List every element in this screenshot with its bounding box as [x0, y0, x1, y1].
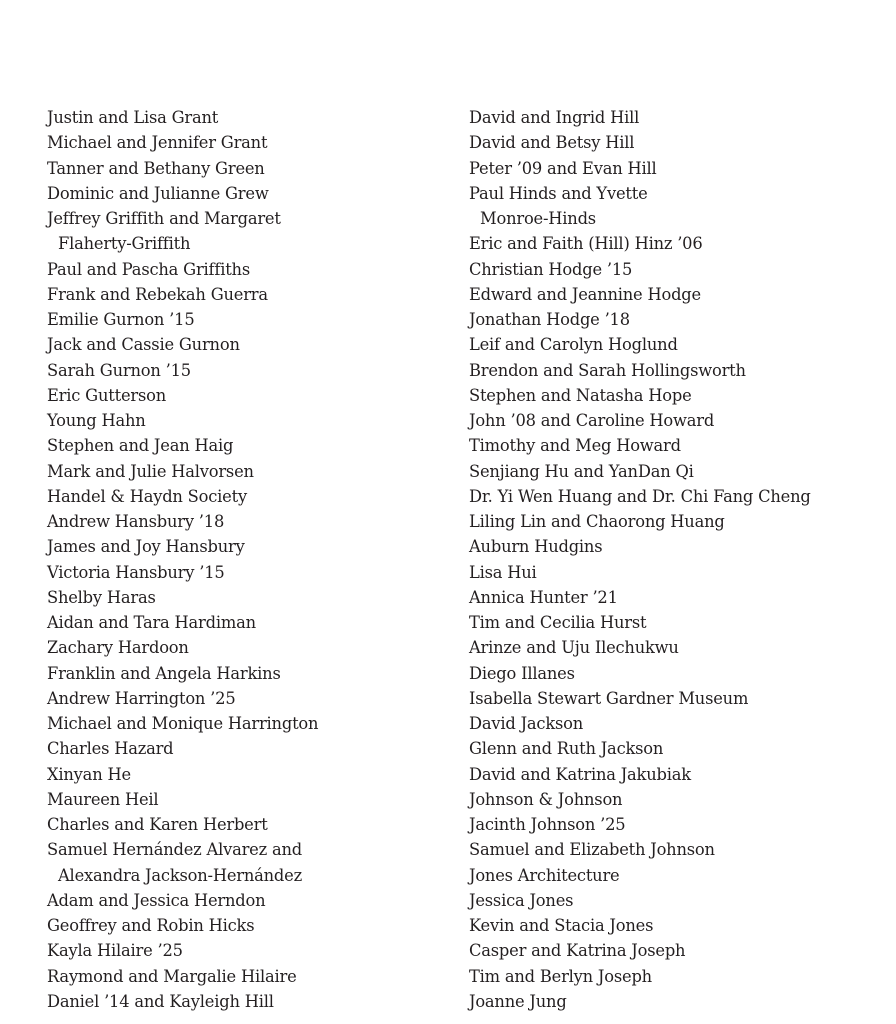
donor-entry: Johnson & Johnson — [469, 789, 623, 809]
donor-entry: Dr. Yi Wen Huang and Dr. Chi Fang Cheng — [469, 486, 811, 506]
donor-column-right — [469, 105, 889, 1014]
donor-entry: David and Katrina Jakubiak — [469, 764, 691, 784]
donor-entry: Arinze and Uju Ilechukwu — [469, 638, 679, 658]
donor-entry: Charles and Karen Herbert — [47, 815, 268, 834]
donor-entry-continuation: Alexandra Jackson-Hernández — [58, 865, 302, 885]
donor-entry: Auburn Hudgins — [469, 537, 603, 557]
donor-entry: Annica Hunter ’21 — [469, 587, 618, 607]
donor-entry: Zachary Hardoon — [47, 638, 189, 658]
donor-entry: Diego Illanes — [469, 663, 575, 683]
donor-entry: Jacinth Johnson ’25 — [469, 815, 626, 834]
donor-entry: Michael and Monique Harrington — [47, 714, 319, 733]
donor-entry: Xinyan He — [47, 764, 131, 784]
donor-entry: Frank and Rebekah Guerra — [47, 284, 268, 304]
donor-entry: Samuel and Elizabeth Johnson — [469, 840, 715, 860]
donor-entry: David and Betsy Hill — [469, 133, 635, 153]
donor-entry: Stephen and Jean Haig — [47, 436, 234, 456]
donor-entry: Franklin and Angela Harkins — [47, 663, 281, 683]
donor-entry: Jones Architecture — [469, 865, 620, 885]
donor-entry: Eric and Faith (Hill) Hinz ’06 — [469, 234, 703, 254]
donor-entry: Christian Hodge ’15 — [469, 259, 633, 279]
donor-entry: Liling Lin and Chaorong Huang — [469, 512, 725, 531]
donor-column-left — [47, 105, 447, 1014]
donor-entry: Leif and Carolyn Hoglund — [469, 335, 678, 355]
donor-entry: Senjiang Hu and YanDan Qi — [469, 461, 694, 481]
donor-entry: Dominic and Julianne Grew — [47, 183, 269, 203]
donor-entry: Jonathan Hodge ’18 — [469, 310, 630, 329]
donor-entry: Tanner and Bethany Green — [47, 158, 265, 178]
donor-entry: Andrew Harrington ’25 — [47, 688, 236, 708]
donor-entry: Stephen and Natasha Hope — [469, 385, 692, 405]
donor-entry: Maureen Heil — [47, 789, 159, 809]
donor-entry: Kayla Hilaire ’25 — [47, 941, 183, 961]
donor-entry: Brendon and Sarah Hollingsworth — [469, 360, 746, 380]
donor-entry: John ’08 and Caroline Howard — [469, 411, 715, 430]
donor-entry: Edward and Jeannine Hodge — [469, 284, 701, 304]
donor-entry-continuation: Flaherty-Griffith — [58, 234, 191, 254]
donor-entry: Andrew Hansbury ’18 — [47, 512, 225, 531]
donor-entry: Paul Hinds and Yvette — [469, 183, 648, 203]
donor-entry: Victoria Hansbury ’15 — [47, 562, 225, 582]
donor-entry-continuation: Monroe-Hinds — [480, 209, 596, 228]
donor-entry: James and Joy Hansbury — [47, 537, 245, 557]
donor-entry: Tim and Cecilia Hurst — [469, 613, 647, 632]
donor-entry: Aidan and Tara Hardiman — [47, 613, 256, 632]
donor-entry: Charles Hazard — [47, 739, 174, 759]
donor-entry: Justin and Lisa Grant — [47, 108, 219, 127]
donor-entry: Glenn and Ruth Jackson — [469, 739, 664, 759]
donor-entry: Peter ’09 and Evan Hill — [469, 158, 657, 178]
donor-entry: Timothy and Meg Howard — [469, 436, 681, 456]
donor-entry: Sarah Gurnon ’15 — [47, 360, 191, 380]
donor-entry: Young Hahn — [47, 411, 146, 430]
donor-entry: Kevin and Stacia Jones — [469, 916, 654, 935]
donor-entry: Mark and Julie Halvorsen — [47, 461, 254, 481]
donor-entry: Jeffrey Griffith and Margaret — [47, 209, 281, 228]
donor-entry: Handel & Haydn Society — [47, 486, 247, 506]
donor-entry: Samuel Hernández Alvarez and — [47, 840, 302, 860]
donor-entry: Joanne Jung — [469, 991, 567, 1011]
donor-entry: Michael and Jennifer Grant — [47, 133, 268, 153]
donor-entry: Eric Gutterson — [47, 385, 167, 405]
donor-entry: Jack and Cassie Gurnon — [47, 335, 240, 355]
donor-entry: Jessica Jones — [469, 890, 574, 910]
donor-entry: Adam and Jessica Herndon — [47, 890, 266, 910]
donor-entry: Daniel ’14 and Kayleigh Hill — [47, 991, 274, 1011]
donor-entry: Raymond and Margalie Hilaire — [47, 966, 297, 986]
donor-entry: Lisa Hui — [469, 562, 537, 582]
donor-entry: Casper and Katrina Joseph — [469, 941, 686, 961]
donor-entry: David and Ingrid Hill — [469, 108, 640, 127]
donor-entry: Shelby Haras — [47, 587, 156, 607]
donor-entry: Isabella Stewart Gardner Museum — [469, 688, 749, 708]
donor-entry: Emilie Gurnon ’15 — [47, 310, 195, 329]
donor-entry: Paul and Pascha Griffiths — [47, 259, 250, 279]
donor-entry: Tim and Berlyn Joseph — [469, 966, 652, 986]
donor-entry: David Jackson — [469, 714, 584, 733]
donor-entry: Geoffrey and Robin Hicks — [47, 916, 255, 935]
